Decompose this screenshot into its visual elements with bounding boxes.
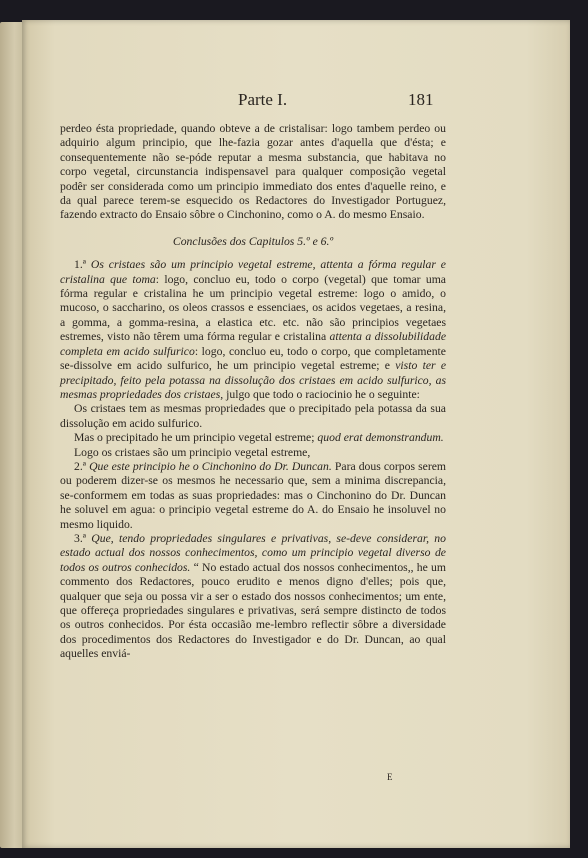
conclusion-3-text: “ No estado actual dos nossos conhecimentos,, he um commento dos Redactores, pouco erudito e menos digno d'elles; pois que, qualquer que seja ou possa vir a ser o estado dos nossos conhecimentos; um ente, que offereça propriedades singulares e privativas, será sempre distincto de todos os outros conhecidos. Por ésta occasião me-lembro reflectir sôbre a diversidade dos procedimentos dos Redactores do Investigador e do Dr. Duncan, ao qual aquelles enviá-	[60, 560, 446, 661]
conclusion-2-text: Para dous corpos serem ou poderem dizer-se os mesmos he necessario que, sem a minima discrepancia, se-conformem em todas as suas propriedades: mas o Cinchonino do Dr. Duncan he soluvel em agua: o principio vegetal estreme do A. do Ensaio he insoluvel no mesmo liquido.	[60, 459, 447, 531]
conclusion-1-text-a: : logo, concluo eu, todo o corpo (vegetal) que tomar uma fórma regular e cristalina he um principio vegetal estreme: logo o amido, o mucoso, o saccharino, os oleos crassos e essenciaes, os acidos vegetaes, a resina, a gomma, a gomma-resina, a elastica etc. etc. não são principios vegetaes estremes, visto não têrem uma fórma regular e cristalina	[60, 272, 446, 344]
conclusion-1-paragraph	[60, 258, 446, 402]
section-title: Conclusões dos Capitulos 5.º e 6.º	[172, 234, 334, 248]
running-head: Parte I.	[238, 90, 288, 109]
syllogism-conclusion: Logo os cristaes são um principio vegetal estreme,	[74, 445, 311, 459]
syllogism-minor	[60, 431, 446, 445]
conclusion-1-text-c: , julgo que todo o raciocinio he o seguinte:	[220, 387, 420, 401]
syllogism-minor-latin: quod erat demonstrandum.	[317, 431, 444, 445]
syllogism-minor-text: Mas o precipitado he um principio vegetal estreme;	[74, 431, 315, 445]
conclusion-1-text-b: : logo, concluo eu, todo o corpo, que completamente se-dissolve em acido sulfurico, he um principio vegetal estreme; e	[60, 344, 446, 373]
conclusion-3-number: 3.ª	[74, 531, 86, 545]
conclusion-1-claim: Os cristaes são um principio vegetal estreme, attenta a fórma regular e cristalina que toma	[60, 258, 446, 286]
conclusion-3-paragraph	[60, 532, 446, 662]
conclusion-2-number: 2.ª	[74, 459, 86, 473]
page-header	[22, 90, 570, 116]
page-number: 181	[408, 90, 434, 109]
conclusion-1-claim-b: attenta a dissolubilidade completa em acido sulfurico	[60, 330, 447, 358]
conclusion-2-paragraph	[60, 460, 446, 532]
conclusion-1-number: 1.ª	[74, 258, 86, 272]
page-body	[60, 122, 446, 662]
signature-mark: E	[387, 772, 393, 782]
intro-paragraph: perdeo ésta propriedade, quando obteve a de cristalisar: logo tambem perdeo ou adquirio algum principio, que lhe-fazia gozar antes d'aquella que d'ésta; e consequentemente não se-póde reputar a mesma substancia, que habitava no corpo vegetal, circunstancia indispensavel para qualquer composição vegetal podêr ser considerada como um principio immediato dos entes d'aquelle reino, e da qual parece terem-se esquecido os Redactores do Investigador Portuguez, fazendo extracto do Ensaio sôbre o Cinchonino, como o A. do mesmo Ensaio.	[60, 122, 446, 222]
previous-page-edge	[0, 22, 24, 848]
conclusion-1-claim-c: visto ter e precipitado, feito pela potassa na dissolução dos cristaes em acido sulfurico, as mesmas propriedades dos cristaes	[60, 359, 447, 401]
conclusion-2-claim: Que este principio he o Cinchonino do Dr. Duncan.	[89, 459, 332, 473]
conclusion-3-claim: Que, tendo propriedades singulares e privativas, se-deve considerar, no estado actual dos nossos conhecimentos, como um principio vegetal diverso de todos os outros conhecidos.	[60, 531, 446, 574]
book-page	[22, 20, 570, 848]
syllogism-major: Os cristaes tem as mesmas propriedades que o precipitado pela potassa da sua dissolução em acido sulfurico.	[60, 402, 446, 430]
